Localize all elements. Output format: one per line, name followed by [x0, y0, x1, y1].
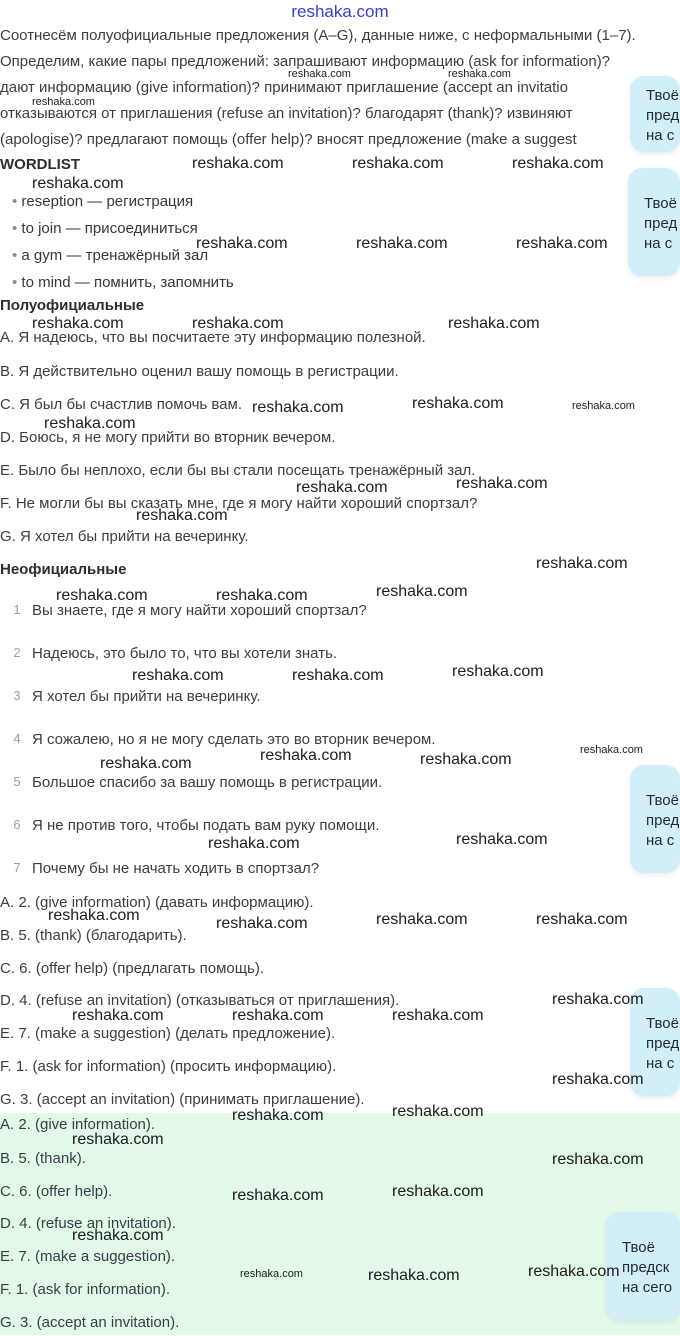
wordlist-item: • to mind — помнить, запомнить	[12, 274, 234, 291]
informal-title: Неофициальные	[0, 561, 127, 578]
watermark: reshaka.com	[392, 1007, 484, 1024]
wordlist-item: • reseption — регистрация	[12, 193, 194, 210]
watermark: reshaka.com	[72, 1131, 164, 1148]
answer-line: G. 3. (accept an invitation) (принимать приглашение).	[0, 1091, 365, 1108]
watermark: reshaka.com	[260, 747, 352, 764]
watermark: reshaka.com	[44, 415, 136, 432]
informal-item-number: 7	[13, 860, 21, 875]
watermark: reshaka.com	[448, 68, 511, 80]
site-logo[interactable]: reshaka.com	[291, 2, 389, 21]
intro-line: отказываются от приглашения (refuse an invitation)? благодарят (thank)? извиняют	[0, 105, 573, 122]
watermark: reshaka.com	[232, 1107, 324, 1124]
watermark: reshaka.com	[72, 1227, 164, 1244]
semiformal-item: A. Я надеюсь, что вы посчитаете эту информацию полезной.	[0, 329, 426, 346]
ad-line: предск	[622, 1259, 670, 1276]
informal-item-number: 2	[13, 645, 21, 660]
semiformal-item: B. Я действительно оценил вашу помощь в регистрации.	[0, 363, 399, 380]
answer-line: C. 6. (offer help) (предлагать помощь).	[0, 960, 265, 977]
watermark: reshaka.com	[288, 68, 351, 80]
wordlist-item: • a gym — тренажёрный зал	[12, 247, 209, 264]
watermark: reshaka.com	[32, 175, 124, 192]
watermark: reshaka.com	[208, 835, 300, 852]
watermark: reshaka.com	[100, 755, 192, 772]
watermark: reshaka.com	[528, 1263, 620, 1280]
watermark: reshaka.com	[132, 667, 224, 684]
ad-line: пред	[644, 215, 678, 232]
answer-line: F. 1. (ask for information) (просить информацию).	[0, 1058, 337, 1075]
ad-card[interactable]	[628, 168, 680, 276]
watermark: reshaka.com	[552, 1151, 644, 1168]
informal-item-number: 1	[13, 602, 21, 617]
watermark: reshaka.com	[516, 235, 608, 252]
short-answer-line: G. 3. (accept an invitation).	[0, 1314, 180, 1331]
ad-line: на с	[644, 235, 673, 252]
informal-item	[0, 860, 680, 886]
watermark: reshaka.com	[240, 1268, 303, 1280]
semiformal-item: F. Не могли бы вы сказать мне, где я могу найти хороший спортзал?	[0, 495, 478, 512]
intro-line: дают информацию (give information)? принимают приглашение (accept an invitatio	[0, 79, 568, 96]
wordlist-item-text: reseption — регистрация	[21, 193, 194, 210]
watermark: reshaka.com	[216, 915, 308, 932]
wordlist-item-text: to mind — помнить, запомнить	[21, 274, 234, 291]
intro-line: Определим, какие пары предложений: запрашивают информацию (ask for information)?	[0, 53, 611, 70]
informal-item-text: Почему бы не начать ходить в спортзал?	[32, 860, 320, 877]
informal-item-text: Я не против того, чтобы подать вам руку помощи.	[32, 817, 380, 834]
watermark: reshaka.com	[512, 155, 604, 172]
ad-line: пред	[646, 107, 680, 124]
answer-line: D. 4. (refuse an invitation) (отказываться от приглашения).	[0, 992, 400, 1009]
informal-item-number: 5	[13, 774, 21, 789]
watermark: reshaka.com	[536, 555, 628, 572]
watermark: reshaka.com	[56, 587, 148, 604]
answer-line: A. 2. (give information) (давать информацию).	[0, 894, 314, 911]
informal-item-text: Вы знаете, где я могу найти хороший спортзал?	[32, 602, 367, 619]
watermark: reshaka.com	[296, 479, 388, 496]
informal-item	[0, 774, 680, 800]
short-answer-line: F. 1. (ask for information).	[0, 1281, 171, 1298]
informal-item	[0, 688, 680, 714]
informal-item-text: Большое спасибо за вашу помощь в регистрации.	[32, 774, 383, 791]
ad-line: пред	[646, 1035, 680, 1052]
informal-item-text: Я сожалею, но я не могу сделать это во вторник вечером.	[32, 731, 436, 748]
short-answer-line: D. 4. (refuse an invitation).	[0, 1215, 176, 1232]
ad-line: на сего	[622, 1279, 673, 1296]
watermark: reshaka.com	[420, 751, 512, 768]
watermark: reshaka.com	[368, 1267, 460, 1284]
short-answer-line: B. 5. (thank).	[0, 1150, 86, 1167]
semiformal-item: D. Боюсь, я не могу прийти во вторник вечером.	[0, 429, 336, 446]
watermark: reshaka.com	[48, 907, 140, 924]
watermark: reshaka.com	[552, 1071, 644, 1088]
wordlist-item-text: a gym — тренажёрный зал	[21, 247, 209, 264]
ad-card[interactable]	[630, 76, 680, 152]
semiformal-item: C. Я был бы счастлив помочь вам.	[0, 396, 243, 413]
watermark: reshaka.com	[392, 1183, 484, 1200]
watermark: reshaka.com	[292, 667, 384, 684]
watermark: reshaka.com	[448, 315, 540, 332]
answer-line: E. 7. (make a suggestion) (делать предложение).	[0, 1025, 336, 1042]
watermark: reshaka.com	[216, 587, 308, 604]
wordlist-item: • to join — присоединиться	[12, 220, 198, 237]
ad-line: пред	[646, 812, 680, 829]
wordlist-item-text: to join — присоединиться	[21, 220, 198, 237]
ad-line: на с	[646, 832, 675, 849]
watermark: reshaka.com	[32, 96, 95, 108]
ad-line: Твоё	[622, 1239, 655, 1256]
intro-line: Соотнесём полуофициальные предложения (A–G), данные ниже, с неформальными (1–7).	[0, 27, 636, 44]
watermark: reshaka.com	[232, 1187, 324, 1204]
informal-item-text: Надеюсь, это было то, что вы хотели знать.	[32, 645, 338, 662]
watermark: reshaka.com	[552, 991, 644, 1008]
ad-line: Твоё	[646, 792, 679, 809]
informal-item	[0, 602, 680, 628]
semiformal-title: Полуофициальные	[0, 297, 145, 314]
watermark: reshaka.com	[536, 911, 628, 928]
watermark: reshaka.com	[376, 583, 468, 600]
watermark: reshaka.com	[412, 395, 504, 412]
ad-card[interactable]	[630, 765, 680, 873]
watermark: reshaka.com	[192, 155, 284, 172]
short-answer-line: E. 7. (make a suggestion).	[0, 1248, 176, 1265]
wordlist-title: WORDLIST	[0, 156, 80, 173]
informal-item-text: Я хотел бы прийти на вечеринку.	[32, 688, 261, 705]
watermark: reshaka.com	[192, 315, 284, 332]
intro-line: (apologise)? предлагают помощь (offer help)? вносят предложение (make a suggest	[0, 131, 577, 148]
ad-line: на с	[646, 127, 675, 144]
ad-line: Твоё	[644, 195, 677, 212]
answer-line: B. 5. (thank) (благодарить).	[0, 927, 187, 944]
ad-line: Твоё	[646, 1015, 679, 1032]
informal-item-number: 6	[13, 817, 21, 832]
informal-item-number: 3	[13, 688, 21, 703]
watermark: reshaka.com	[376, 911, 468, 928]
ad-line: на с	[646, 1055, 675, 1072]
semiformal-item: G. Я хотел бы прийти на вечеринку.	[0, 528, 249, 545]
informal-item-number: 4	[13, 731, 21, 746]
watermark: reshaka.com	[456, 831, 548, 848]
watermark: reshaka.com	[392, 1103, 484, 1120]
watermark: reshaka.com	[452, 663, 544, 680]
watermark: reshaka.com	[572, 400, 635, 412]
ad-line: Твоё	[646, 87, 679, 104]
watermark: reshaka.com	[136, 507, 228, 524]
watermark: reshaka.com	[196, 235, 288, 252]
semiformal-item: E. Было бы неплохо, если бы вы стали посещать тренажёрный зал.	[0, 462, 476, 479]
watermark: reshaka.com	[252, 399, 344, 416]
informal-item	[0, 817, 680, 843]
watermark: reshaka.com	[232, 1007, 324, 1024]
watermark: reshaka.com	[72, 1007, 164, 1024]
watermark: reshaka.com	[580, 744, 643, 756]
watermark: reshaka.com	[352, 155, 444, 172]
short-answer-line: A. 2. (give information).	[0, 1116, 156, 1133]
short-answer-line: C. 6. (offer help).	[0, 1183, 113, 1200]
watermark: reshaka.com	[356, 235, 448, 252]
watermark: reshaka.com	[32, 315, 124, 332]
watermark: reshaka.com	[456, 475, 548, 492]
